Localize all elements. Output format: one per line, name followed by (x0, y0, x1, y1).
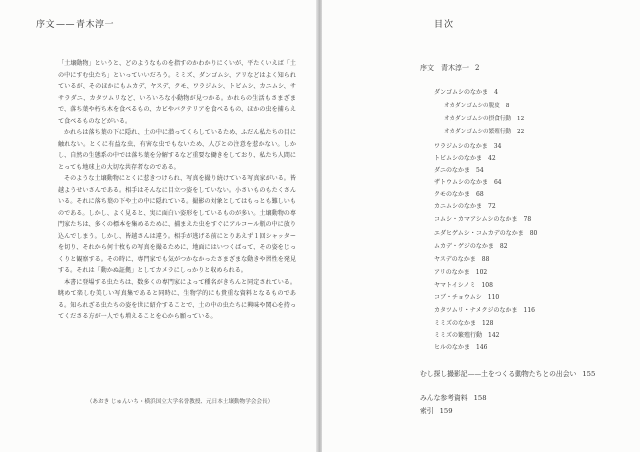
toc-entry (420, 63, 479, 73)
preface-paragraph-2: かれらは落ち葉の下に隠れ、土の中に潜ってくらしているため、ふだん私たちの目に触れない。とくに有益な虫、有害な虫でもないため、人びとの注意を惹かない。しかし、自然の生態系の中では落ち葉を分解するなど重要な働きをしており、私たち人間にとっても地球上の大切な共存者なのである。 (58, 129, 296, 171)
preface-paragraph-1: 「土壌動物」というと、どのようなものを指すのかわかりにくいが、平たくいえば「土の中にすむ虫たち」といっていいだろう。ミミズ、ダンゴムシ、アリなどはよく知られているが、そのほかにもムカデ、ヤスデ、クモ、ワラジムシ、トビムシ、カニムシ、ササラダニ、カタツムリなど、いろいろな小動物が見つかる。かれらの生活もさまざまで、落ち葉や朽ち木を食べるもの、カビやバクテリアを食べるもの、ほかの虫を捕らえて食べるものなどがいる。 (58, 60, 296, 125)
toc-entry-page: 42 (488, 155, 496, 162)
toc-entry (434, 214, 531, 223)
toc-entry-page: 2 (475, 64, 480, 72)
toc-entry-page: 108 (481, 282, 493, 289)
preface-body (58, 58, 296, 323)
toc-entry-page: 82 (499, 243, 508, 250)
toc-entry-page: 80 (529, 230, 538, 237)
toc-entry-label: 序文 青木淳一 (420, 64, 469, 72)
toc-list (322, 0, 640, 452)
toc-entry-label: カニムシのなかま (434, 203, 483, 210)
toc-entry-label: ワラジムシのなかま (434, 143, 488, 150)
toc-entry (434, 87, 498, 96)
toc-entry-label: ミミズの繁殖行動 (434, 332, 483, 339)
toc-entry (434, 254, 489, 263)
toc-entry-page: 54 (476, 167, 484, 174)
toc-entry (434, 228, 537, 237)
toc-entry-label: ザトウムシのなかま (434, 179, 488, 186)
toc-entry-label: ミミズのなかま (434, 320, 477, 327)
toc-entry-page: 159 (439, 407, 453, 415)
toc-entry-label: ムカデ・ゲジのなかま (434, 243, 494, 250)
toc-entry-label: 索引 (420, 407, 434, 415)
toc-entry (444, 101, 509, 109)
preface-paragraph-4: 本書に登場する虫たちは、数多くの専門家によって種名がきちんと同定されている。眺めて楽しむ美しい写真集であると同時に、生物学的にも貴重な資料となるものである。知られざる虫たちの姿を世に紹介することで、土の中の虫たちに興味や関心を持ってくださる方が一人でも増えることを心から願っている。 (58, 278, 296, 320)
toc-entry-page: 116 (523, 307, 535, 314)
preface-separator: —— (56, 20, 76, 30)
toc-entry (420, 368, 595, 378)
toc-entry (420, 405, 453, 415)
toc-entry (434, 318, 493, 327)
toc-entry-page: 146 (476, 344, 488, 351)
toc-entry-page: 12 (517, 116, 525, 122)
preface-credit: （あおき じゅんいち・横浜国立大学名誉教授、元日本土壌動物学会会長） (86, 399, 274, 405)
toc-entry-label: アリのなかま (434, 269, 470, 276)
toc-entry-page: 128 (482, 320, 494, 327)
toc-entry-page: 22 (517, 129, 525, 135)
toc-entry (434, 141, 501, 150)
toc-entry (420, 392, 487, 402)
toc-entry-label: ヒルのなかま (434, 344, 471, 351)
toc-entry (434, 305, 535, 314)
toc-entry-label: オカダンゴムシの繁殖行動 (444, 129, 512, 135)
toc-entry-page: 8 (505, 103, 510, 109)
toc-entry-page: 72 (488, 203, 496, 210)
toc-entry-label: みんな参考資料 (420, 394, 468, 402)
toc-entry-label: カタツムリ・ナメクジのなかま (434, 307, 518, 314)
toc-entry (434, 241, 508, 250)
toc-entry-label: ダニのなかま (434, 167, 471, 174)
toc-entry-label: トビムシのなかま (434, 155, 483, 162)
toc-entry (434, 177, 502, 186)
toc-entry-page: 102 (475, 269, 488, 276)
toc-entry (434, 267, 487, 276)
toc-entry-label: クモのなかま (434, 191, 471, 198)
toc-entry (434, 330, 499, 339)
toc-entry (434, 280, 493, 289)
toc-entry-page: 88 (481, 256, 490, 263)
toc-entry (444, 114, 524, 122)
toc-page (322, 0, 640, 452)
toc-entry (434, 165, 484, 174)
toc-entry (434, 153, 496, 162)
toc-entry-label: ヤスデのなかま (434, 256, 476, 263)
toc-entry-label: ヤマトイシノミ (434, 282, 476, 289)
toc-entry-label: コムシ・カマアシムシのなかま (434, 216, 518, 223)
toc-entry-page: 34 (493, 143, 502, 150)
preface-author: 青木淳一 (76, 20, 115, 30)
toc-entry (444, 127, 524, 135)
toc-entry (434, 342, 487, 351)
toc-entry-page: 4 (494, 89, 498, 96)
toc-entry-label: ダンゴムシのなかま (434, 89, 489, 96)
toc-entry (434, 201, 496, 210)
toc-entry (434, 189, 484, 198)
toc-entry-page: 110 (487, 294, 500, 301)
toc-entry (434, 292, 499, 301)
toc-entry-label: オカダンゴムシの摂食行動 (444, 116, 512, 122)
toc-entry-label: むし探し撮影記——土をつくる動物たちとの出会い (420, 370, 577, 378)
preface-title: 序文 (36, 20, 56, 30)
toc-entry-label: オカダンゴムシの脱皮 (444, 103, 500, 109)
toc-entry-page: 78 (523, 216, 532, 223)
toc-entry-page: 158 (473, 394, 487, 402)
toc-entry-page: 142 (488, 332, 500, 339)
preface-page (0, 0, 318, 452)
toc-entry-page: 155 (582, 370, 596, 378)
toc-title: 目次 (434, 20, 455, 30)
toc-entry-page: 64 (493, 179, 502, 186)
toc-entry-page: 68 (476, 191, 484, 198)
preface-paragraph-3: そのような土壌動物にとくに惹きつけられ、写真を撮り続けている写真家がいる。皆越ようせいさんである。相手はそんなに目立つ姿をしていない。小さいものもたくさんいる。それに落ち葉の下や土の中に隠れている。撮影の対象としてはもっとも難しいものである。しかし、よく見ると、実に面白い姿形をしているものが多い。土壌動物の専門家たちは、多くの標本を集めるために、捕まえた虫をすぐにアルコール瓶の中に放り込んでしまう。しかし、皆越さんは違う。相手が逃げる前にとりあえず１回シャッターを切り、それから何十枚もの写真を撮るために、地面にはいつくばって、その姿をじっくりと観察する。その時に、専門家でも気がつかなかったさまざまな動きや習性を発見する。それは「動かぬ証拠」としてカメラにしっかりと収められる。 (58, 175, 296, 274)
preface-heading (36, 17, 114, 30)
toc-entry-label: コブ・チョウムシ (434, 294, 482, 301)
toc-entry-label: エダヒゲムシ・コムカデのなかま (434, 230, 524, 237)
